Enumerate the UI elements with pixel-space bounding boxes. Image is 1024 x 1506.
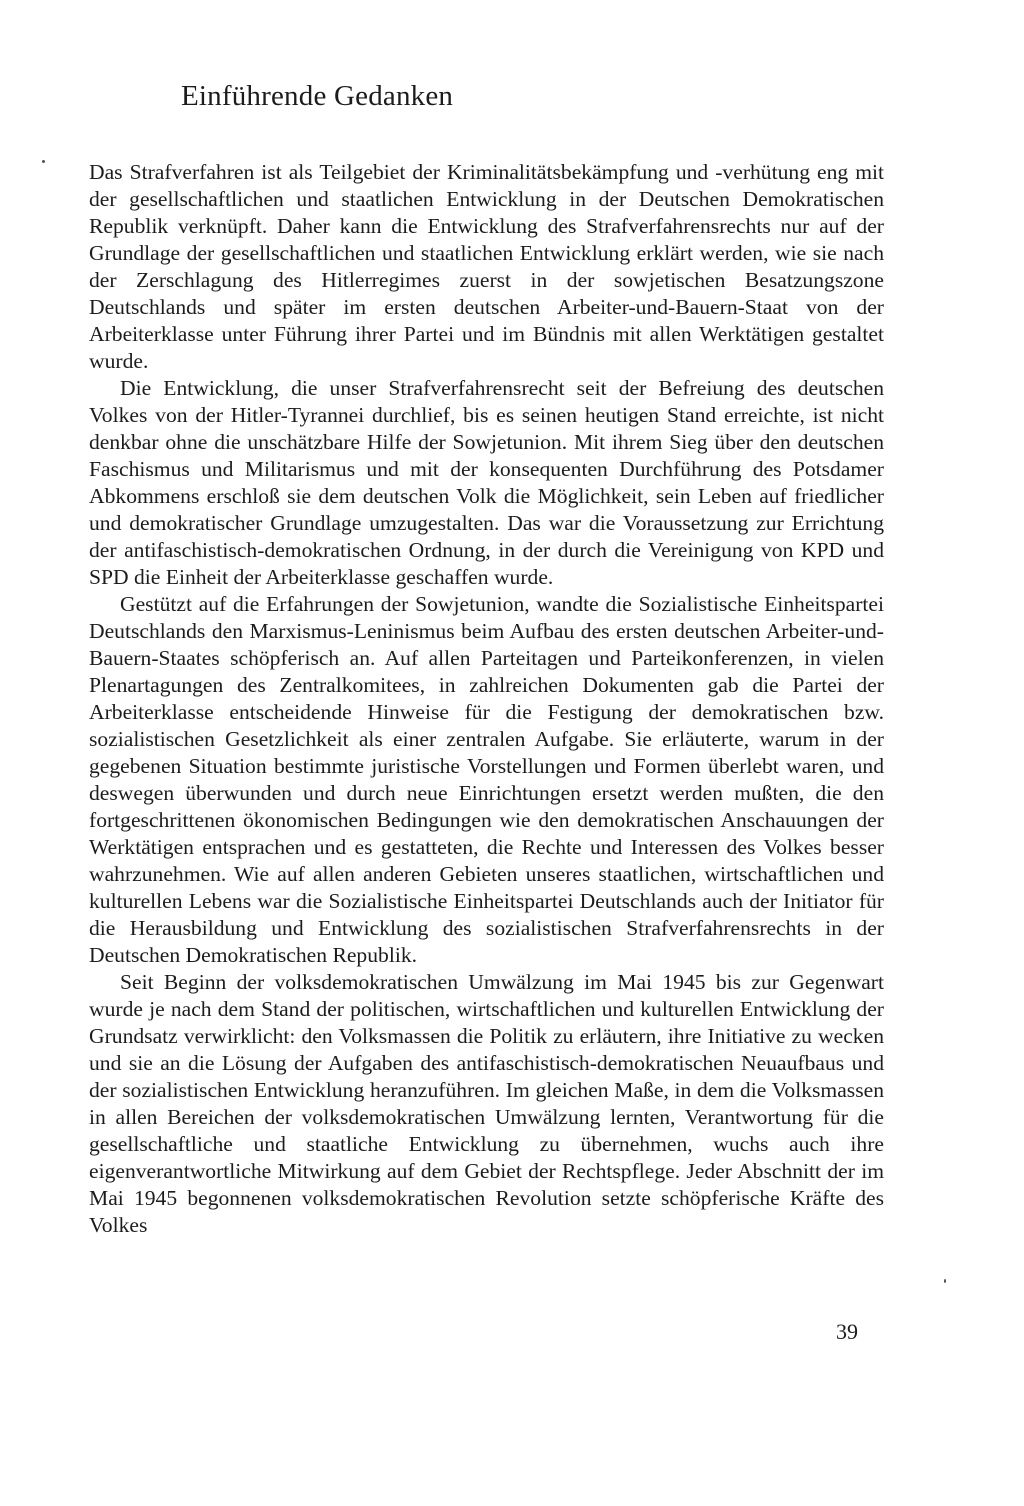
body-text (89, 159, 884, 1239)
paragraph: Gestützt auf die Erfahrungen der Sowjetunion, wandte die Sozialistische Einheitspartei Deutschlands den Marxismus-Leninismus beim Aufbau des ersten deutschen Arbeiter-und-Bauern-Staates schöpferisch an. Auf allen Parteitagen und Parteikonferenzen, in vielen Plenartagungen des Zentralkomitees, in zahlreichen Dokumenten gab die Partei der Arbeiterklasse entscheidende Hinweise für die Festigung der demokratischen bzw. sozialistischen Gesetzlichkeit als einer zentralen Aufgabe. Sie erläuterte, warum in der gegebenen Situation bestimmte juristische Vorstellungen und Formen überlebt waren, und deswegen überwunden und durch neue Einrichtungen ersetzt werden mußten, die den fortgeschrittenen ökonomischen Bedingungen wie den demokratischen Anschauungen der Werktätigen entsprachen und es gestatteten, die Rechte und Interessen des Volkes besser wahrzunehmen. Wie auf allen anderen Gebieten unseres staatlichen, wirtschaftlichen und kulturellen Lebens war die Sozialistische Einheitspartei Deutschlands auch der Initiator für die Herausbildung und Entwicklung des sozialistischen Strafverfahrensrechts in der Deutschen Demokratischen Republik. (89, 592, 884, 967)
paragraph: Seit Beginn der volksdemokratischen Umwälzung im Mai 1945 bis zur Gegenwart wurde je nach dem Stand der politischen, wirtschaftlichen und kulturellen Entwicklung der Grundsatz verwirklicht: den Volksmassen die Politik zu erläutern, ihre Initiative zu wecken und sie an die Lösung der Aufgaben des antifaschistisch-demokratischen Neuaufbaus und der sozialistischen Entwicklung heranzuführen. Im gleichen Maße, in dem die Volksmassen in allen Bereichen der volksdemokratischen Umwälzung lernten, Verantwortung für die gesellschaftliche und staatliche Entwicklung zu übernehmen, wuchs auch ihre eigenverantwortliche Mitwirkung auf dem Gebiet der Rechtspflege. Jeder Abschnitt der im Mai 1945 begonnenen volksdemokratischen Revolution setzte schöpferische Kräfte des Volkes (89, 970, 884, 1237)
scan-speck (944, 1279, 946, 1283)
page-number: 39 (836, 1319, 858, 1344)
paragraph: Die Entwicklung, die unser Strafverfahrensrecht seit der Befreiung des deutschen Volkes von der Hitler-Tyrannei durchlief, bis es seinen heutigen Stand erreichte, ist nicht denkbar ohne die unschätzbare Hilfe der Sowjetunion. Mit ihrem Sieg über den deutschen Faschismus und Militarismus und mit der konsequenten Durchführung des Potsdamer Abkommens erschloß sie dem deutschen Volk die Möglichkeit, sein Leben auf friedlicher und demokratischer Grundlage umzugestalten. Das war die Voraussetzung zur Errichtung der antifaschistisch-demokratischen Ordnung, in der durch die Vereinigung von KPD und SPD die Einheit der Arbeiterklasse geschaffen wurde. (89, 376, 884, 589)
section-title: Einführende Gedanken (181, 80, 454, 112)
scan-speck (42, 160, 45, 163)
paragraph: Das Strafverfahren ist als Teilgebiet der Kriminalitätsbekämpfung und -verhütung eng mit der gesellschaftlichen und staatlichen Entwicklung in der Deutschen Demokratischen Republik verknüpft. Daher kann die Entwicklung des Strafverfahrensrechts nur auf der Grundlage der gesellschaftlichen und staatlichen Entwicklung erklärt werden, wie sie nach der Zerschlagung des Hitlerregimes zuerst in der sowjetischen Besatzungszone Deutschlands und später im ersten deutschen Arbeiter-und-Bauern-Staat von der Arbeiterklasse unter Führung ihrer Partei und im Bündnis mit allen Werktätigen gestaltet wurde. (89, 160, 884, 373)
